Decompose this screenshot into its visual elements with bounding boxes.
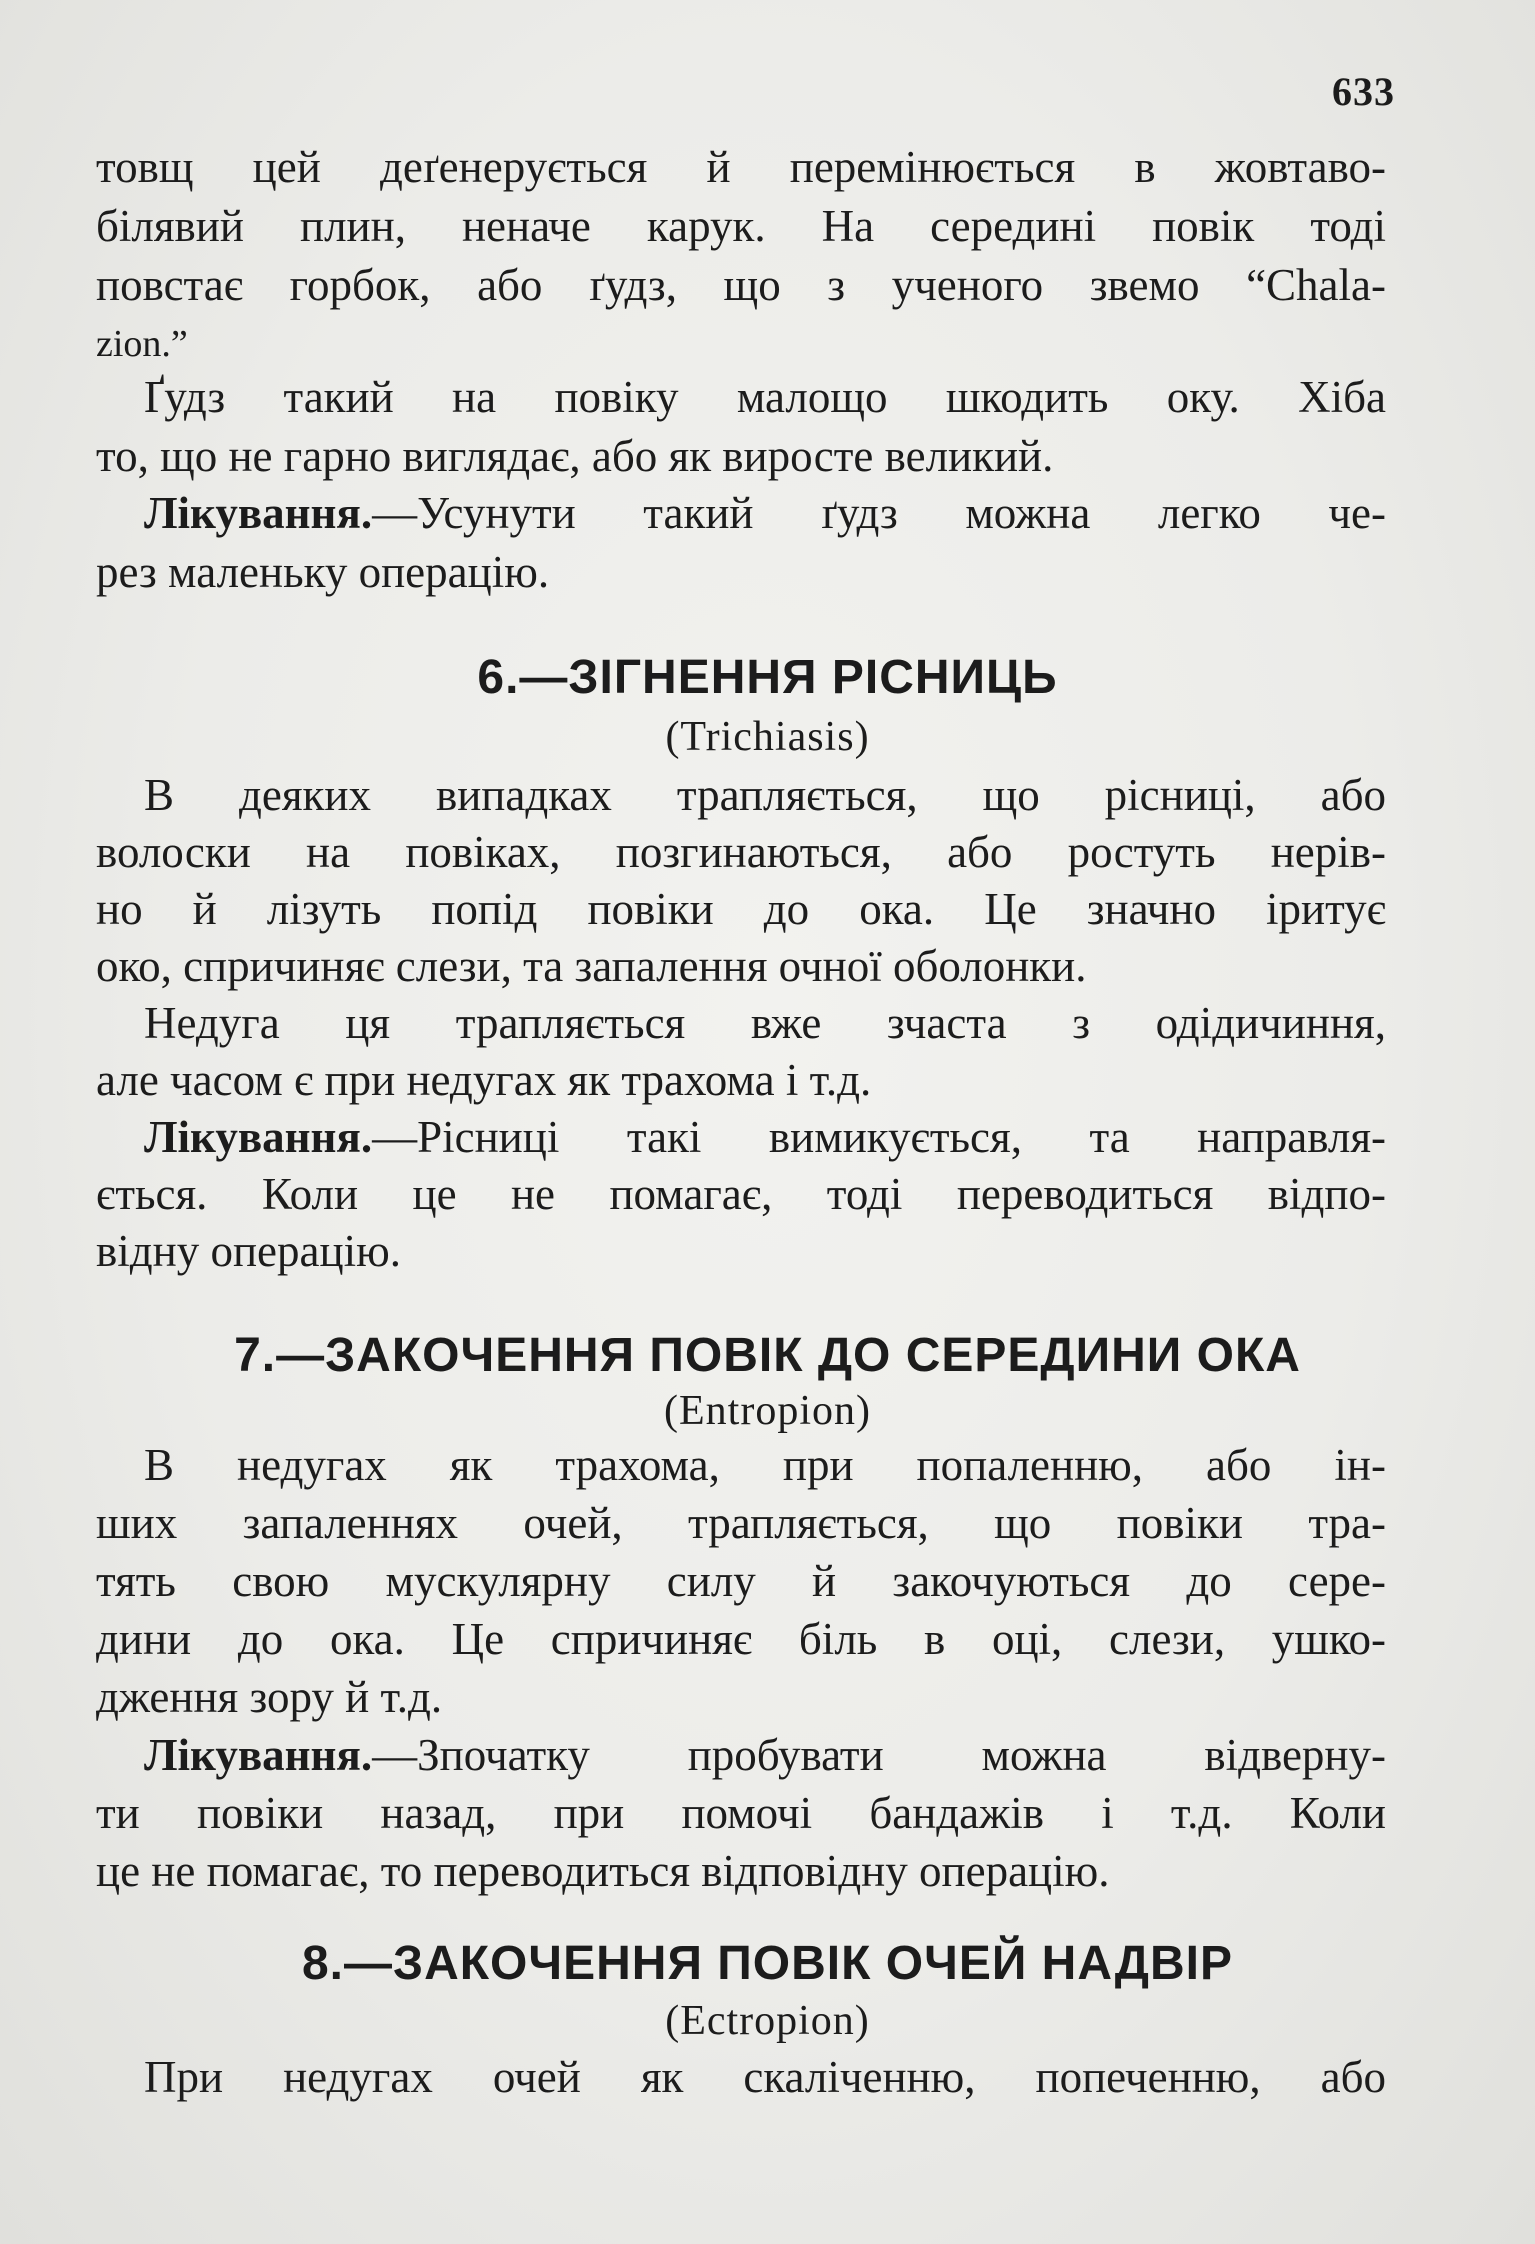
text-line: ших запаленнях очей, трапляється, що повіки тра-: [96, 1498, 1386, 1548]
page-number: 633: [1332, 69, 1395, 114]
text-line: ється. Коли це не помагає, тоді переводиться відпо-: [96, 1169, 1386, 1219]
treatment-line: [96, 1108, 1386, 1166]
text-line: В недугах як трахома, при попаленню, або ін-: [144, 1440, 1386, 1490]
text-line: дження зору й т.д.: [96, 1672, 443, 1722]
treatment-lead: Лікування.: [144, 1730, 373, 1780]
treatment-text: —Усунути такий ґудз можна легко че-: [372, 488, 1386, 538]
text-line: В деяких випадках трапляється, що рісниці, або: [144, 770, 1386, 820]
text-line: но й лізуть попід повіки до ока. Це значно іритує: [96, 884, 1386, 934]
treatment-line: [96, 1726, 1386, 1784]
text-line: але часом є при недугах як трахома і т.д.: [96, 1055, 872, 1105]
text-line: рез маленьку операцію.: [96, 547, 550, 597]
text-line: ти повіки назад, при помочі бандажів і т.д. Коли: [96, 1788, 1386, 1838]
text-line: це не помагає, то переводиться відповідну операцію.: [96, 1846, 1110, 1896]
section-heading: 7.—ЗАКОЧЕННЯ ПОВІК ДО СЕРЕДИНИ ОКА: [234, 1329, 1301, 1382]
section-heading: 8.—ЗАКОЧЕННЯ ПОВІК ОЧЕЙ НАДВІР: [301, 1937, 1233, 1990]
text-line: При недугах очей як скаліченню, попеченню, або: [144, 2052, 1386, 2102]
treatment-text: —Зпочатку пробувати можна відверну-: [372, 1730, 1386, 1780]
text-line: Недуга ця трапляється вже зчаста з одідичиння,: [144, 998, 1386, 1048]
treatment-lead: Лікування.: [144, 488, 373, 538]
text-line: товщ цей деґенерується й перемінюється в жовтаво-: [96, 142, 1386, 192]
text-line: відну операцію.: [96, 1226, 401, 1276]
text-line: тять свою мускулярну силу й закочуються до сере-: [96, 1556, 1386, 1606]
text-line: дини до ока. Це спричиняє біль в оці, слези, ушко-: [96, 1614, 1386, 1664]
treatment-line: [96, 484, 1386, 542]
section-latin-name: (Trichiasis): [665, 714, 870, 760]
text-line: волоски на повіках, позгинаються, або ростуть нерів-: [96, 827, 1386, 877]
text-line: то, що не гарно виглядає, або як виросте великий.: [96, 431, 1054, 481]
section-latin-name: (Entropion): [664, 1388, 871, 1434]
text-line: Ґудз такий на повіку малощо шкодить оку. Хіба: [144, 372, 1386, 422]
text-line: повстає горбок, або ґудз, що з ученого звемо “Chala-: [96, 260, 1386, 310]
section-heading: 6.—ЗІГНЕННЯ РІСНИЦЬ: [477, 651, 1058, 704]
text-line: око, спричиняє слези, та запалення очної оболонки.: [96, 941, 1087, 991]
treatment-lead: Лікування.: [144, 1112, 373, 1162]
text-line: білявий плин, неначе карук. На середині повік тоді: [96, 201, 1386, 251]
text-line: zion.”: [96, 323, 188, 365]
section-latin-name: (Ectropion): [665, 1998, 870, 2044]
treatment-text: —Рісниці такі вимикується, та направля-: [372, 1112, 1386, 1162]
